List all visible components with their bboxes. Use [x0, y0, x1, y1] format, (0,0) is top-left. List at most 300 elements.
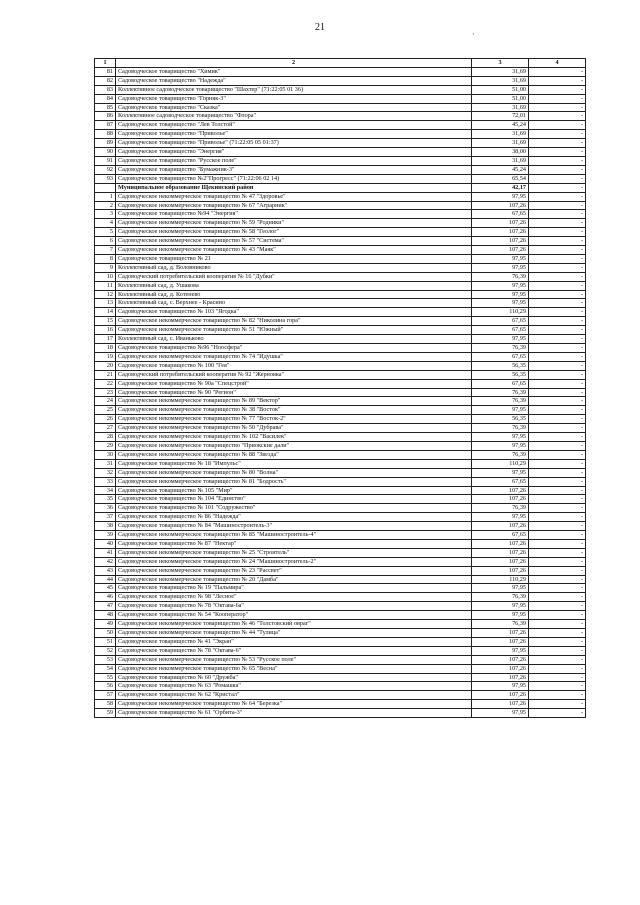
row-extra: -	[529, 237, 586, 246]
row-name: Садоводческое товарищество № 98 "Лесное"	[116, 593, 472, 602]
table-row	[95, 602, 586, 611]
header-col-2: 2	[116, 59, 472, 68]
row-extra: -	[529, 352, 586, 361]
row-value: 67,65	[472, 477, 529, 486]
table-row	[95, 415, 586, 424]
row-name: Садоводческое товарищество № 63 "Ромашка"	[116, 682, 472, 691]
row-value: 107,26	[472, 522, 529, 531]
row-extra: -	[529, 272, 586, 281]
row-extra: -	[529, 361, 586, 370]
row-name: Садоводческое товарищество № 78 "Октава-6а"	[116, 602, 472, 611]
row-extra: -	[529, 548, 586, 557]
row-extra: -	[529, 539, 586, 548]
table-row	[95, 388, 586, 397]
row-number: 8	[95, 254, 116, 263]
row-number: 18	[95, 344, 116, 353]
row-value: 56,35	[472, 415, 529, 424]
row-extra: -	[529, 76, 586, 85]
table-row	[95, 299, 586, 308]
table-row	[95, 219, 586, 228]
row-value: 56,35	[472, 361, 529, 370]
row-number: 25	[95, 406, 116, 415]
row-number: 2	[95, 201, 116, 210]
row-value: 97,95	[472, 433, 529, 442]
row-name: Садоводческое некоммерческое товарищество № 64 "Березка"	[116, 700, 472, 709]
row-number: 58	[95, 700, 116, 709]
row-number: 34	[95, 486, 116, 495]
table-row	[95, 148, 586, 157]
row-extra: -	[529, 415, 586, 424]
table-row	[95, 700, 586, 709]
row-name: Садоводческое товарищество № 60 "Дружба"	[116, 673, 472, 682]
row-number: 7	[95, 246, 116, 255]
row-extra: -	[529, 424, 586, 433]
row-value: 76,39	[472, 388, 529, 397]
row-number: 33	[95, 477, 116, 486]
row-extra: -	[529, 379, 586, 388]
row-number: 41	[95, 548, 116, 557]
row-number: 35	[95, 495, 116, 504]
row-number: 82	[95, 76, 116, 85]
row-extra: -	[529, 192, 586, 201]
row-number: 54	[95, 664, 116, 673]
row-number: 42	[95, 557, 116, 566]
row-value: 76,39	[472, 620, 529, 629]
row-extra: -	[529, 495, 586, 504]
row-extra: -	[529, 557, 586, 566]
row-name: Садоводческое товарищество № 21	[116, 254, 472, 263]
row-extra: -	[529, 290, 586, 299]
table-row	[95, 174, 586, 183]
table-row	[95, 237, 586, 246]
table-row	[95, 263, 586, 272]
row-number: 10	[95, 272, 116, 281]
row-number: 24	[95, 397, 116, 406]
table-row	[95, 620, 586, 629]
row-number: 88	[95, 130, 116, 139]
row-number: 12	[95, 290, 116, 299]
row-extra: -	[529, 121, 586, 130]
row-number: 40	[95, 539, 116, 548]
row-value: 97,95	[472, 254, 529, 263]
row-value: 76,39	[472, 424, 529, 433]
row-extra: -	[529, 566, 586, 575]
row-value: 107,26	[472, 691, 529, 700]
row-value: 110,29	[472, 575, 529, 584]
row-name: Коллективный сад, д. Котенево	[116, 290, 472, 299]
row-name: Муниципальное образование Щекинский район	[116, 183, 472, 192]
row-name: Садоводческое некоммерческое товарищество № 44 "Тулица"	[116, 629, 472, 638]
row-value: 97,95	[472, 682, 529, 691]
row-name: Садоводческое товарищество №2"Прогресс" (71:22:06 02 14)	[116, 174, 472, 183]
row-value: 97,95	[472, 406, 529, 415]
row-value: 107,26	[472, 237, 529, 246]
row-extra: -	[529, 468, 586, 477]
row-number: 92	[95, 165, 116, 174]
row-extra: -	[529, 201, 586, 210]
table-row	[95, 379, 586, 388]
table-row	[95, 344, 586, 353]
table-row	[95, 406, 586, 415]
row-value: 97,95	[472, 290, 529, 299]
row-name: Садоводческое некоммерческое товарищество № 80 "Волна"	[116, 468, 472, 477]
row-extra: -	[529, 246, 586, 255]
row-number: 13	[95, 299, 116, 308]
row-extra: -	[529, 254, 586, 263]
row-name: Коллективный сад, с. Верхнее - Красино	[116, 299, 472, 308]
row-value: 107,26	[472, 655, 529, 664]
row-number: 6	[95, 237, 116, 246]
row-name: Садоводческое некоммерческое товарищество № 46 "Толстовский овраг"	[116, 620, 472, 629]
row-number: 49	[95, 620, 116, 629]
row-value: 97,95	[472, 441, 529, 450]
row-name: Садоводческое некоммерческое товарищество № 85 "Машиностроитель-4"	[116, 531, 472, 540]
stray-mark: ·	[472, 30, 475, 39]
row-name: Садоводческое некоммерческое товарищество № 20 "Дамба"	[116, 575, 472, 584]
row-extra: -	[529, 504, 586, 513]
row-name: Садоводческое товарищество "Приволье"	[116, 130, 472, 139]
row-value: 67,65	[472, 352, 529, 361]
row-value: 76,39	[472, 397, 529, 406]
row-extra: -	[529, 486, 586, 495]
row-extra: -	[529, 629, 586, 638]
table-row	[95, 139, 586, 148]
row-number: 23	[95, 388, 116, 397]
row-number: 4	[95, 219, 116, 228]
row-extra: -	[529, 664, 586, 673]
table-row	[95, 477, 586, 486]
row-number: 44	[95, 575, 116, 584]
row-name: Садоводческое товарищество "Горняк-3"	[116, 94, 472, 103]
row-extra: -	[529, 397, 586, 406]
table-row	[95, 450, 586, 459]
row-extra: -	[529, 459, 586, 468]
row-value: 65,54	[472, 174, 529, 183]
row-name: Садоводческое товарищество № 104 "Единство"	[116, 495, 472, 504]
row-name: Садоводческое товарищество № 105 "Мир"	[116, 486, 472, 495]
row-extra: -	[529, 156, 586, 165]
table-row	[95, 103, 586, 112]
section-row	[95, 183, 586, 192]
row-number: 27	[95, 424, 116, 433]
row-value: 97,95	[472, 263, 529, 272]
row-number: 59	[95, 709, 116, 718]
row-extra: -	[529, 691, 586, 700]
row-name: Садоводческое некоммерческое товарищество № 24 "Машиностроитель-2"	[116, 557, 472, 566]
row-extra: -	[529, 584, 586, 593]
row-value: 97,95	[472, 584, 529, 593]
row-value: 107,26	[472, 629, 529, 638]
row-name: Садоводческое товарищество "Приволье" (71:22:05 05 01:37)	[116, 139, 472, 148]
row-number: 84	[95, 94, 116, 103]
table-row	[95, 76, 586, 85]
row-name: Садоводческое товарищество № 86 "Надежда"	[116, 513, 472, 522]
row-number: 22	[95, 379, 116, 388]
row-name: Садоводческое товарищество №94 "Энергия"	[116, 210, 472, 219]
row-number: 47	[95, 602, 116, 611]
row-extra: -	[529, 388, 586, 397]
row-name: Садоводческое некоммерческое товарищество № 81 "Бодрость"	[116, 477, 472, 486]
page-number: 21	[315, 22, 325, 33]
row-name: Садоводческое товарищество №96 "Ноосфера"	[116, 344, 472, 353]
row-value: 97,95	[472, 646, 529, 655]
table-row	[95, 156, 586, 165]
row-extra: -	[529, 228, 586, 237]
table-row	[95, 629, 586, 638]
row-value: 31,69	[472, 156, 529, 165]
row-value: 31,69	[472, 76, 529, 85]
table-row	[95, 210, 586, 219]
row-number: 3	[95, 210, 116, 219]
table-row	[95, 228, 586, 237]
table-row	[95, 664, 586, 673]
row-name: Садоводческое некоммерческое товарищество № 59 "Родники"	[116, 219, 472, 228]
table-row	[95, 121, 586, 130]
row-value: 107,26	[472, 201, 529, 210]
row-extra: -	[529, 148, 586, 157]
row-name: Садоводческое товарищество № 90а "Спецстрой"	[116, 379, 472, 388]
table-row	[95, 254, 586, 263]
row-number: 56	[95, 682, 116, 691]
row-name: Садоводческое товарищество "Русское поле"	[116, 156, 472, 165]
table-row	[95, 94, 586, 103]
header-col-4: 4	[529, 59, 586, 68]
table-row	[95, 317, 586, 326]
row-number: 91	[95, 156, 116, 165]
row-extra: -	[529, 85, 586, 94]
row-value: 107,26	[472, 557, 529, 566]
row-extra: -	[529, 183, 586, 192]
row-number: 11	[95, 281, 116, 290]
row-value: 76,39	[472, 450, 529, 459]
table-row	[95, 691, 586, 700]
row-name: Коллективный сад, с. Иваньково	[116, 335, 472, 344]
row-value: 107,26	[472, 673, 529, 682]
row-value: 107,26	[472, 219, 529, 228]
table-body	[95, 67, 586, 717]
row-value: 31,69	[472, 67, 529, 76]
row-extra: -	[529, 575, 586, 584]
row-name: Садоводческое некоммерческое товарищество № 58 "Геолог"	[116, 228, 472, 237]
row-name: Садоводческое некоммерческое товарищество № 43 "Маяк"	[116, 246, 472, 255]
header-col-1: 1	[95, 59, 116, 68]
row-extra: -	[529, 655, 586, 664]
table-row	[95, 593, 586, 602]
table-row	[95, 433, 586, 442]
row-name: Садоводческое товарищество "Энергия"	[116, 148, 472, 157]
row-name: Садоводческое некоммерческое товарищество № 65 "Весна"	[116, 664, 472, 673]
row-number	[95, 183, 116, 192]
row-extra: -	[529, 130, 586, 139]
table-row	[95, 201, 586, 210]
row-value: 45,24	[472, 165, 529, 174]
table-row	[95, 682, 586, 691]
row-value: 97,95	[472, 192, 529, 201]
row-number: 90	[95, 148, 116, 157]
table-row	[95, 646, 586, 655]
row-name: Садоводческое товарищество "Сказка"	[116, 103, 472, 112]
row-number: 89	[95, 139, 116, 148]
row-number: 55	[95, 673, 116, 682]
table-row	[95, 290, 586, 299]
table-row	[95, 655, 586, 664]
row-extra: -	[529, 139, 586, 148]
row-value: 107,26	[472, 637, 529, 646]
table-row	[95, 486, 586, 495]
table-row	[95, 557, 586, 566]
table-row	[95, 566, 586, 575]
row-value: 67,65	[472, 210, 529, 219]
table-row	[95, 67, 586, 76]
header-col-3: 3	[472, 59, 529, 68]
table-row	[95, 611, 586, 620]
row-name: Садоводческое товарищество "Лев Толстой"	[116, 121, 472, 130]
row-value: 76,39	[472, 344, 529, 353]
row-number: 32	[95, 468, 116, 477]
row-number: 26	[95, 415, 116, 424]
row-name: Садоводческое товарищество № 61 "Орбита-3"	[116, 709, 472, 718]
table-row	[95, 397, 586, 406]
row-value: 31,69	[472, 139, 529, 148]
row-name: Садоводческое товарищество № 87 "Нектар"	[116, 539, 472, 548]
row-number: 45	[95, 584, 116, 593]
table-row	[95, 673, 586, 682]
row-extra: -	[529, 165, 586, 174]
row-value: 107,26	[472, 548, 529, 557]
row-extra: -	[529, 673, 586, 682]
row-name: Садоводческое товарищество № 103 "Ягодка"	[116, 308, 472, 317]
table-row	[95, 522, 586, 531]
row-number: 48	[95, 611, 116, 620]
table-row	[95, 361, 586, 370]
row-number: 31	[95, 459, 116, 468]
table-row	[95, 513, 586, 522]
row-number: 9	[95, 263, 116, 272]
table-row	[95, 441, 586, 450]
row-extra: -	[529, 308, 586, 317]
row-extra: -	[529, 602, 586, 611]
row-value: 107,26	[472, 539, 529, 548]
row-extra: -	[529, 210, 586, 219]
table-row	[95, 85, 586, 94]
row-extra: -	[529, 406, 586, 415]
row-name: Садоводческое товарищество "Химик"	[116, 67, 472, 76]
row-value: 76,39	[472, 272, 529, 281]
table-row	[95, 424, 586, 433]
row-extra: -	[529, 112, 586, 121]
row-extra: -	[529, 682, 586, 691]
row-number: 57	[95, 691, 116, 700]
row-extra: -	[529, 344, 586, 353]
row-number: 39	[95, 531, 116, 540]
row-extra: -	[529, 477, 586, 486]
row-value: 110,29	[472, 308, 529, 317]
row-number: 20	[95, 361, 116, 370]
row-extra: -	[529, 326, 586, 335]
row-name: Садоводческое некоммерческое товарищество № 53 "Русское поле"	[116, 655, 472, 664]
row-number: 19	[95, 352, 116, 361]
row-value: 67,65	[472, 379, 529, 388]
row-name: Коллективный сад, д. Воловниково	[116, 263, 472, 272]
row-value: 97,95	[472, 468, 529, 477]
row-number: 16	[95, 326, 116, 335]
table-row	[95, 637, 586, 646]
table-row	[95, 246, 586, 255]
table-header-row	[95, 59, 586, 68]
row-name: Садоводческое некоммерческое товарищество № 77 "Восток-2"	[116, 415, 472, 424]
row-extra: -	[529, 281, 586, 290]
row-number: 52	[95, 646, 116, 655]
table-row	[95, 352, 586, 361]
row-name: Садоводческое товарищество № 62 "Кристал"	[116, 691, 472, 700]
row-extra: -	[529, 522, 586, 531]
row-name: Садоводческое товарищество № 54 "Кооператор"	[116, 611, 472, 620]
row-name: Садоводческое товарищество № 90 "Регион"	[116, 388, 472, 397]
row-extra: -	[529, 94, 586, 103]
row-extra: -	[529, 513, 586, 522]
row-name: Садоводческое некоммерческое товарищество № 47 "Здоровье"	[116, 192, 472, 201]
table-row	[95, 584, 586, 593]
row-value: 97,95	[472, 513, 529, 522]
row-name: Садоводческое некоммерческое товарищество № 89 "Вектор"	[116, 397, 472, 406]
row-name: Коллективное садоводческое товарищество "Флора"	[116, 112, 472, 121]
row-number: 51	[95, 637, 116, 646]
row-extra: -	[529, 370, 586, 379]
row-number: 17	[95, 335, 116, 344]
row-value: 42,17	[472, 183, 529, 192]
row-number: 38	[95, 522, 116, 531]
row-number: 83	[95, 85, 116, 94]
row-value: 97,95	[472, 602, 529, 611]
row-value: 72,01	[472, 112, 529, 121]
row-extra: -	[529, 646, 586, 655]
row-number: 14	[95, 308, 116, 317]
row-extra: -	[529, 450, 586, 459]
row-extra: -	[529, 174, 586, 183]
row-name: Садоводческое некоммерческое товарищество № 88 "Звезда"	[116, 450, 472, 459]
table-row	[95, 335, 586, 344]
table-row	[95, 459, 586, 468]
row-name: Садоводческое некоммерческое товарищество № 67 "Аграрник"	[116, 201, 472, 210]
table-row	[95, 539, 586, 548]
row-name: Садоводческое товарищество № 19 "Пальмира"	[116, 584, 472, 593]
row-value: 107,26	[472, 495, 529, 504]
row-extra: -	[529, 335, 586, 344]
row-extra: -	[529, 709, 586, 718]
row-name: Садоводческий потребительский кооператив № 92 "Жерновка"	[116, 370, 472, 379]
row-extra: -	[529, 620, 586, 629]
row-name: Садоводческое некоммерческое товарищество № 102 "Василек"	[116, 433, 472, 442]
table-row	[95, 281, 586, 290]
row-value: 97,95	[472, 335, 529, 344]
row-name: Садоводческое некоммерческое товарищество № 82 "Николина гора"	[116, 317, 472, 326]
row-value: 76,39	[472, 504, 529, 513]
row-name: Садоводческое товарищество № 78 "Октава-6"	[116, 646, 472, 655]
row-number: 37	[95, 513, 116, 522]
table-row	[95, 709, 586, 718]
table-row	[95, 575, 586, 584]
table-row	[95, 370, 586, 379]
table-row	[95, 165, 586, 174]
table-row	[95, 326, 586, 335]
row-name: Садоводческое некоммерческое товарищество № 51 "Южный"	[116, 326, 472, 335]
row-name: Садоводческое товарищество № 100 "Гея"	[116, 361, 472, 370]
row-extra: -	[529, 317, 586, 326]
table-row	[95, 504, 586, 513]
row-value: 31,69	[472, 103, 529, 112]
row-value: 107,26	[472, 228, 529, 237]
table-row	[95, 308, 586, 317]
